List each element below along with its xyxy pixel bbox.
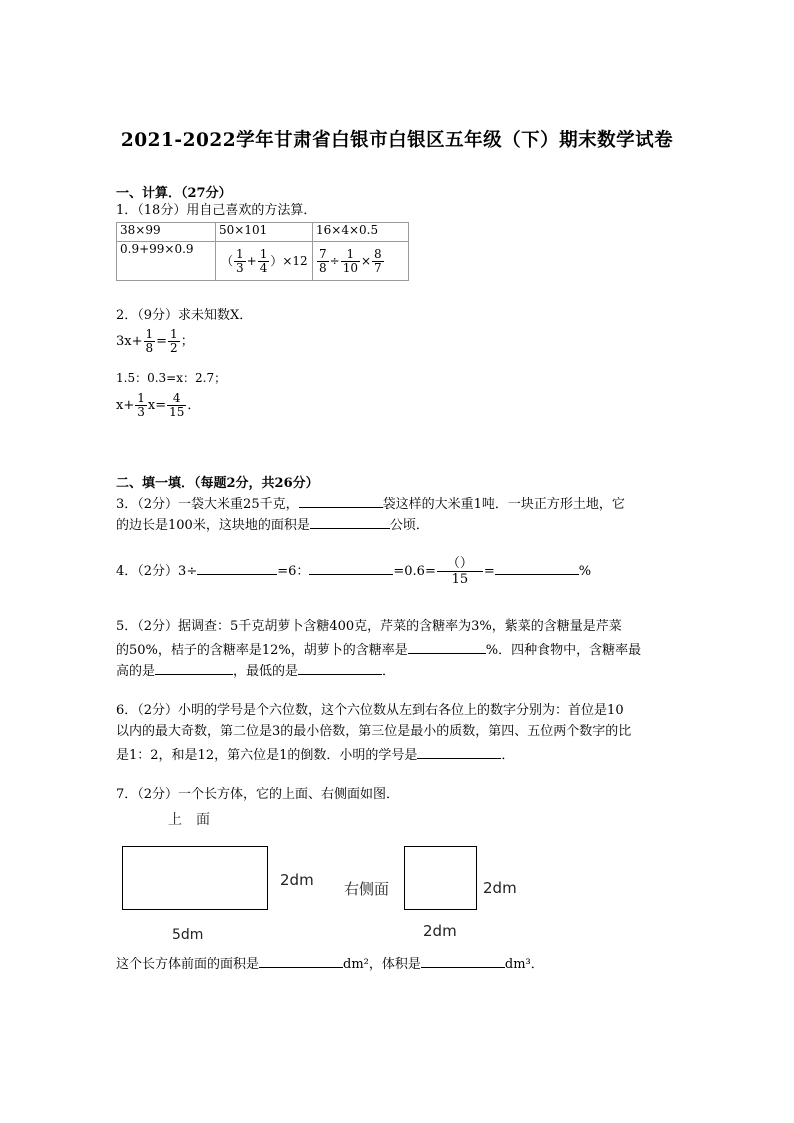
paren-close: ）×12 bbox=[270, 253, 308, 268]
q7-stem: 7．（2分）一个长方体，它的上面、右侧面如图． bbox=[116, 787, 400, 802]
table-cell-expr2 bbox=[216, 242, 313, 281]
q1-stem: 1．（18分）用自己喜欢的方法算． bbox=[116, 203, 317, 218]
side-face-height-label: 2dm bbox=[483, 879, 517, 897]
section2-heading: 二、填一填．（每题2分，共26分） bbox=[116, 476, 319, 491]
operator: = bbox=[156, 334, 168, 349]
operator: × bbox=[360, 253, 372, 268]
section1-heading: 一、计算．（27分） bbox=[116, 186, 232, 201]
fraction: $\frac{1}{3}$ bbox=[137, 391, 145, 419]
page-title: 2021-2022学年甘肃省白银市白银区五年级（下）期末数学试卷 bbox=[120, 130, 674, 151]
table-cell: 0.9+99×0.9 bbox=[117, 242, 216, 281]
q3-line1: 3．（2分）一袋大米重25千克， 袋这样的大米重1吨．一块正方形土地，它 bbox=[116, 494, 625, 513]
top-face-width-label: 5dm bbox=[172, 927, 204, 943]
side-face-label: 右侧面 bbox=[344, 880, 390, 898]
table-cell-expr3 bbox=[313, 242, 409, 281]
fraction: $\frac{8}{7}$ bbox=[374, 246, 382, 275]
fraction: $\frac{7}{8}$ bbox=[319, 246, 327, 275]
q2-eq2: 1.5：0.3=x：2.7； bbox=[116, 371, 227, 385]
fraction: $\frac{()}{15}$ bbox=[437, 556, 483, 587]
fraction: $\frac{1}{4}$ bbox=[259, 246, 268, 275]
q2-stem: 2．（9分）求未知数X． bbox=[116, 308, 253, 323]
answer-blank[interactable] bbox=[298, 661, 382, 675]
q5-line3: 高的是 ，最低的是 ． bbox=[116, 661, 395, 680]
fraction: $\frac{1}{3}$ bbox=[236, 246, 244, 275]
q6-line2: 以内的最大奇数，第二位是3的最小倍数，第三位是最小的质数，第四、五位两个数字的比 bbox=[116, 724, 632, 739]
answer-blank[interactable] bbox=[259, 954, 343, 968]
fraction: $\frac{4}{15}$ bbox=[169, 391, 185, 419]
q7-answer-line: 这个长方体前面的面积是 dm²，体积是 dm³． bbox=[116, 954, 544, 973]
eq-text: ． bbox=[187, 398, 201, 413]
side-face-rect bbox=[404, 846, 477, 910]
table-cell: 38×99 bbox=[117, 223, 216, 242]
answer-blank[interactable] bbox=[408, 640, 486, 654]
q6-line3: 是1：2，和是12，第六位是1的倒数．小明的学号是 ． bbox=[116, 745, 514, 764]
operator: + bbox=[246, 253, 257, 268]
answer-blank[interactable] bbox=[155, 661, 233, 675]
top-face-label: 上 面 bbox=[168, 812, 210, 828]
fraction: $\frac{1}{10}$ bbox=[342, 246, 358, 275]
answer-blank[interactable] bbox=[309, 561, 393, 575]
eq-text: x= bbox=[147, 398, 167, 413]
calc-table bbox=[116, 222, 409, 281]
eq-text: ； bbox=[180, 334, 194, 349]
side-face-width-label: 2dm bbox=[423, 922, 457, 940]
q4-line: 4．（2分）3÷ =6： =0.6= $\frac{()}{15}$ = % bbox=[116, 556, 592, 587]
answer-blank[interactable] bbox=[495, 561, 579, 575]
fraction: $\frac{1}{2}$ bbox=[170, 327, 178, 355]
top-face-rect bbox=[122, 846, 268, 910]
table-cell: 16×4×0.5 bbox=[313, 223, 409, 242]
fraction: $\frac{1}{8}$ bbox=[145, 327, 154, 355]
table-row bbox=[117, 242, 409, 281]
q5-line1: 5．（2分）据调查：5千克胡萝卜含糖400克，芹菜的含糖率为3%，紫菜的含糖量是芹菜 bbox=[116, 619, 622, 634]
answer-blank[interactable] bbox=[197, 561, 277, 575]
q2-eq1 bbox=[116, 328, 194, 355]
q5-line2: 的50%，桔子的含糖率是12%，胡萝卜的含糖率是 %．四种食物中，含糖率最 bbox=[116, 640, 641, 659]
answer-blank[interactable] bbox=[310, 515, 390, 529]
table-row bbox=[117, 223, 409, 242]
operator: ÷ bbox=[329, 253, 340, 268]
eq-text: x+ bbox=[116, 398, 135, 413]
q3-line2: 的边长是100米，这块地的面积是 公顷． bbox=[116, 515, 429, 534]
table-cell: 50×101 bbox=[216, 223, 313, 242]
answer-blank[interactable] bbox=[417, 745, 501, 759]
paren-open: （ bbox=[221, 253, 234, 268]
answer-blank[interactable] bbox=[421, 954, 505, 968]
eq-text: 3x+ bbox=[116, 334, 143, 349]
q6-line1: 6．（2分）小明的学号是个六位数，这个六位数从左到右各位上的数字分别为：首位是10 bbox=[116, 703, 624, 718]
q2-eq3 bbox=[116, 392, 200, 419]
top-face-height-label: 2dm bbox=[280, 871, 314, 889]
answer-blank[interactable] bbox=[299, 494, 383, 508]
